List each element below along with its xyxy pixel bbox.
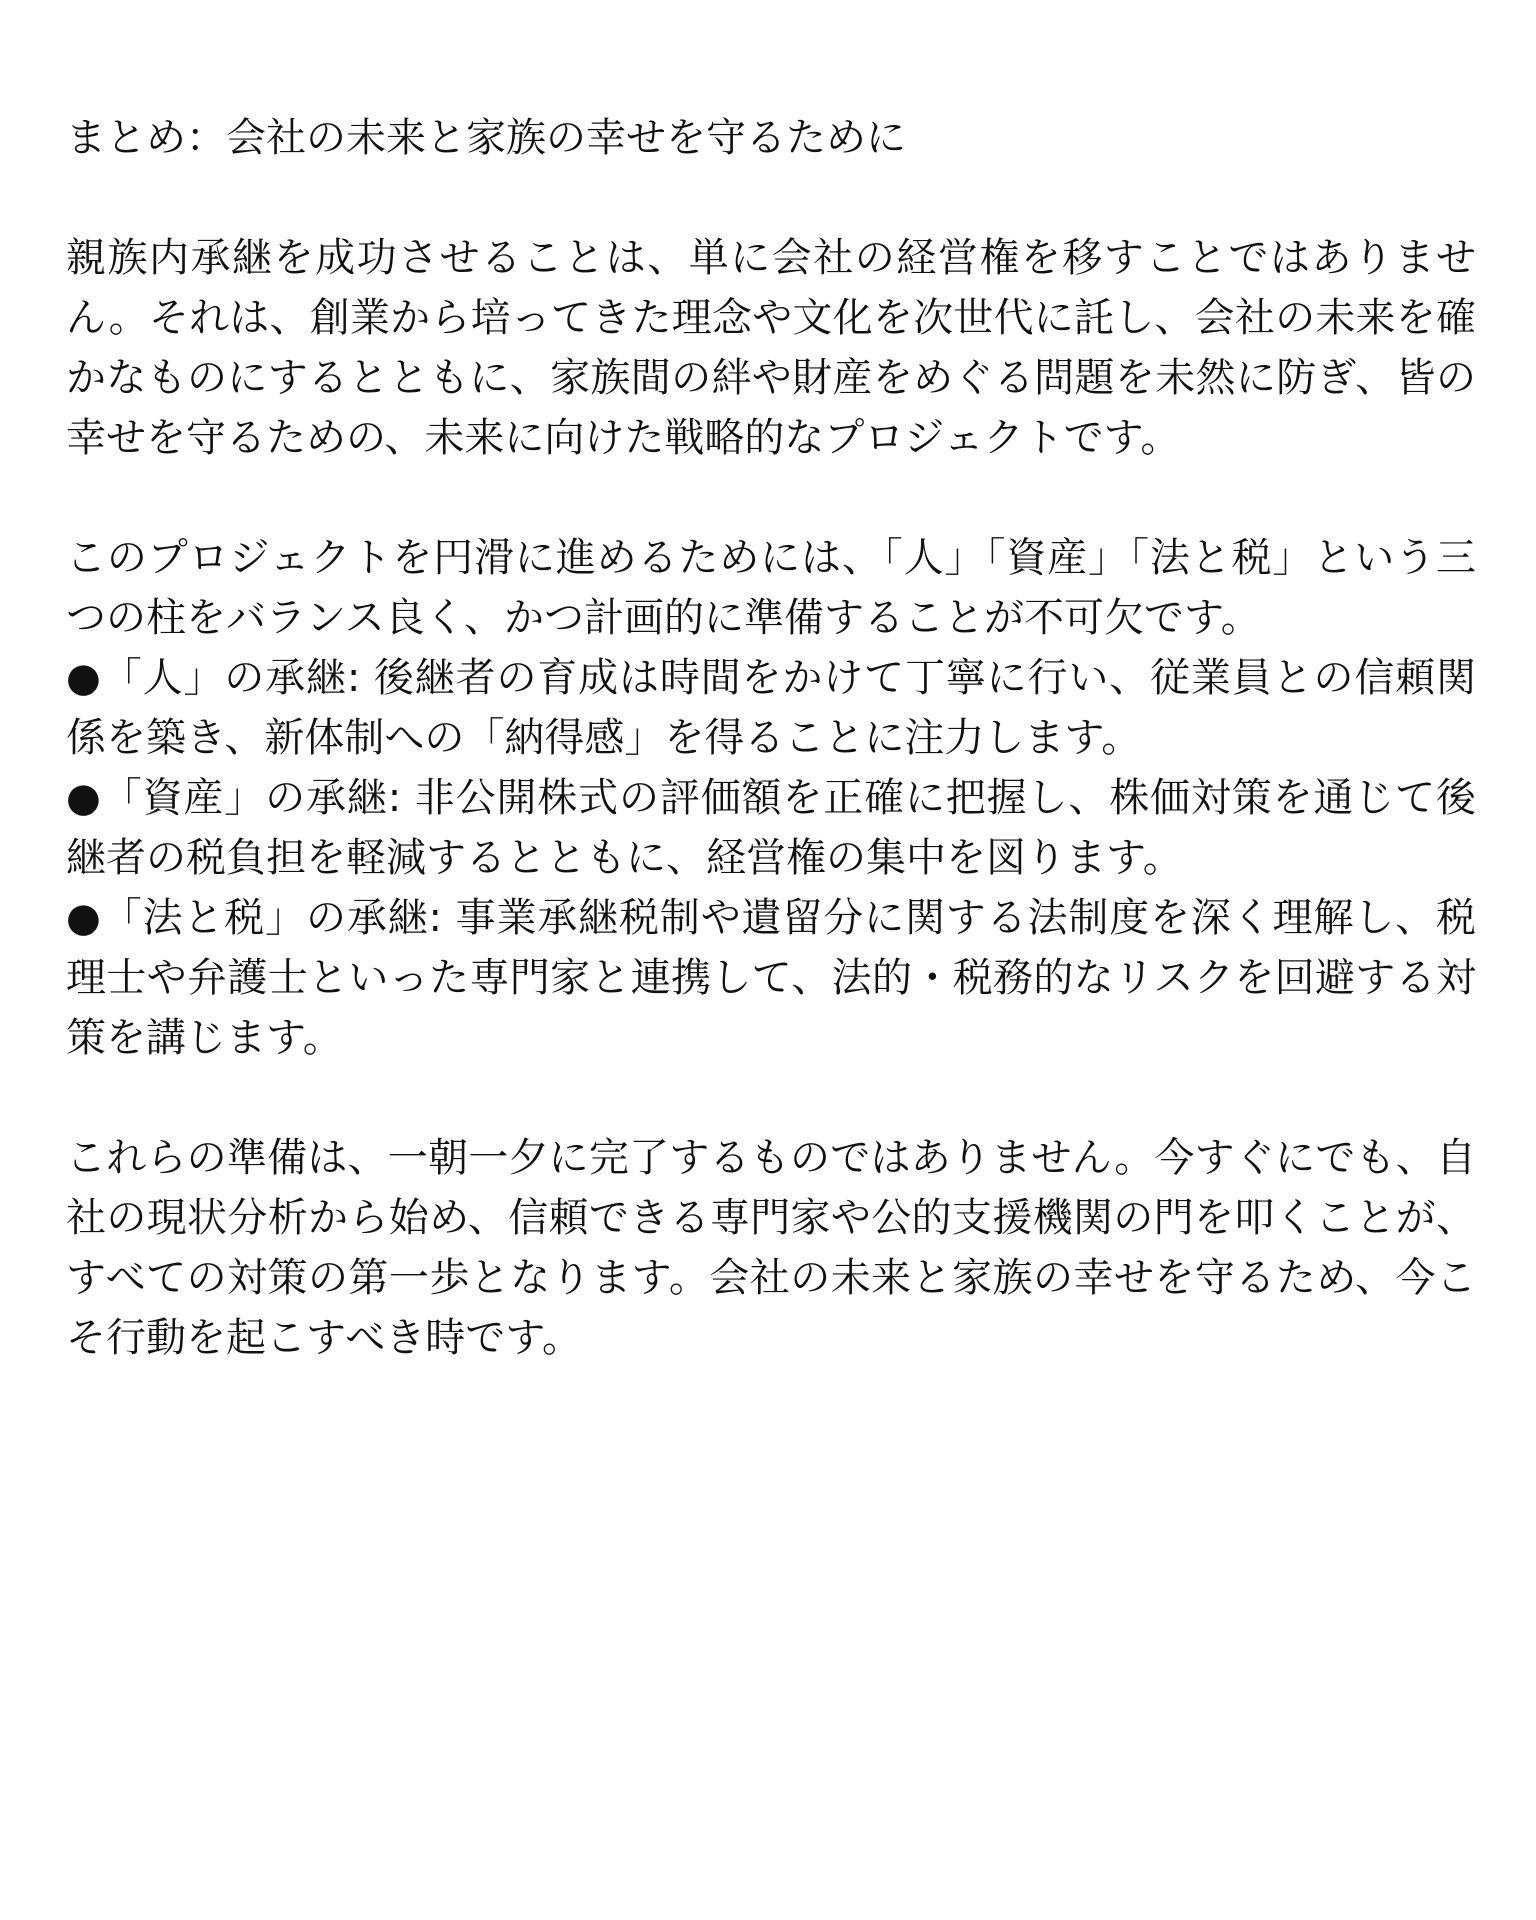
bullet-people: ●「人」の承継: 後継者の育成は時間をかけて丁寧に行い、従業員との信頼関係を築き、新体制への「納得感」を得ることに注力します。 <box>66 655 1476 761</box>
bullet-assets: ●「資産」の承継: 非公開株式の評価額を正確に把握し、株価対策を通じて後継者の税負担を軽減するとともに、経営権の集中を図ります。 <box>66 775 1476 881</box>
document-page <box>66 108 1476 1428</box>
bullet-law-tax: ●「法と税」の承継: 事業承継税制や遺留分に関する法制度を深く理解し、税理士や弁護士といった専門家と連携して、法的・税務的なリスクを回避する対策を講じます。 <box>66 895 1476 1061</box>
paragraph-intro: 親族内承継を成功させることは、単に会社の経営権を移すことではありません。それは、創業から培ってきた理念や文化を次世代に託し、会社の未来を確かなものにするとともに、家族間の絆や財産をめぐる問題を未然に防ぎ、皆の幸せを守るための、未来に向けた戦略的なプロジェクトです。 <box>66 235 1476 461</box>
paragraph-pillars: このプロジェクトを円滑に進めるためには、「人」「資産」「法と税」という三つの柱をバランス良く、かつ計画的に準備することが不可欠です。 <box>66 535 1476 641</box>
paragraph-conclusion: これらの準備は、一朝一夕に完了するものではありません。今すぐにでも、自社の現状分析から始め、信頼できる専門家や公的支援機関の門を叩くことが、すべての対策の第一歩となります。会社の未来と家族の幸せを守るため、今こそ行動を起こすべき時です。 <box>66 1135 1476 1361</box>
document-title: まとめ：会社の未来と家族の幸せを守るために <box>66 115 906 161</box>
three-pillars-section <box>66 528 1476 1068</box>
